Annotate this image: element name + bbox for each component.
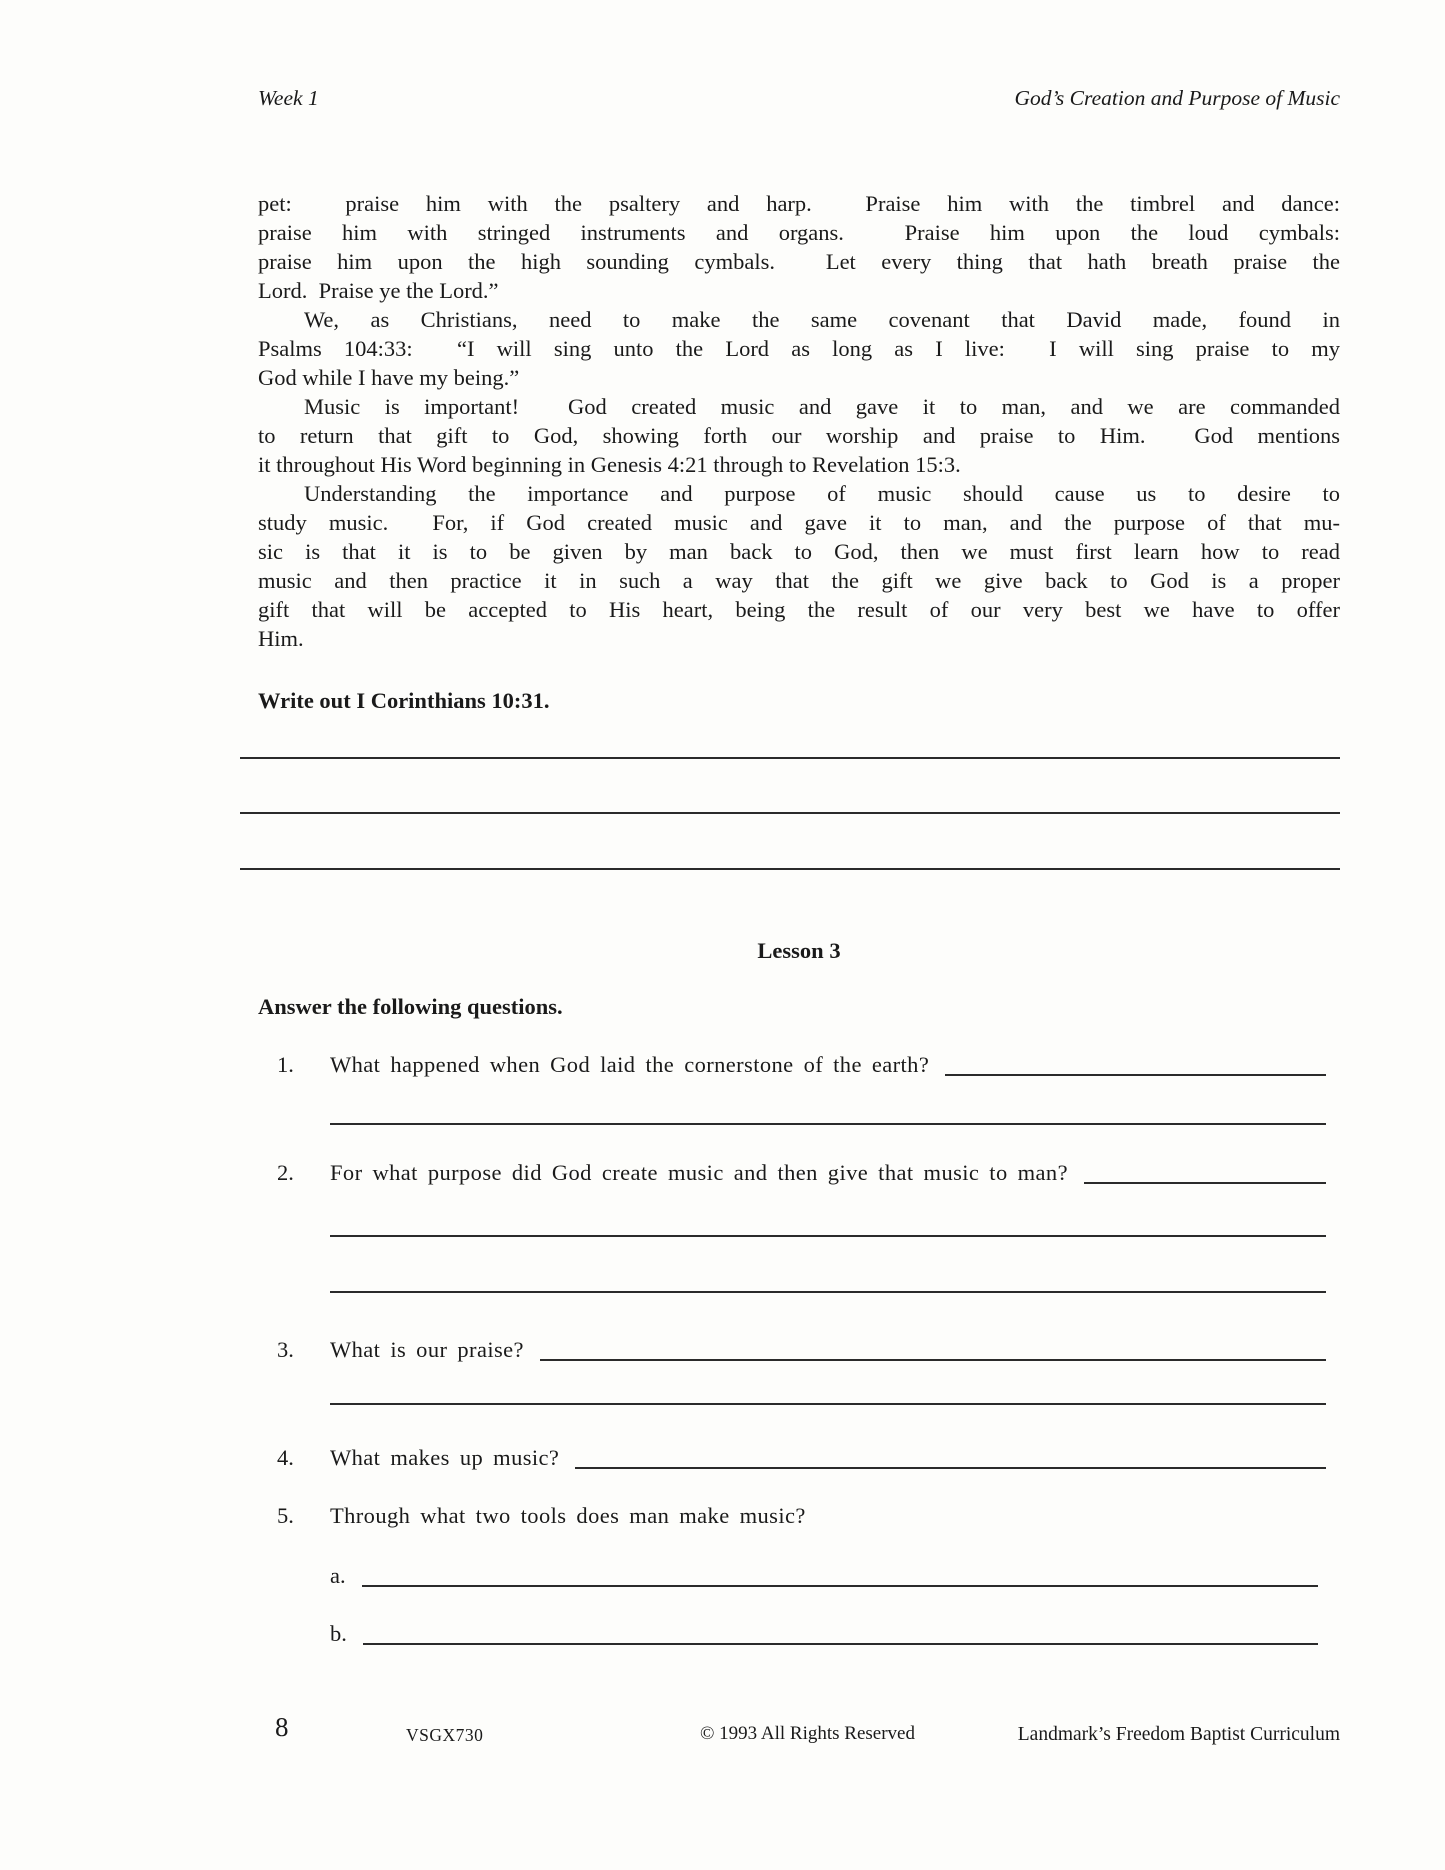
writing-line — [240, 759, 1340, 814]
body-line: sic is that it is to be given by man back to God, then we must first learn how to read — [258, 539, 1340, 564]
question-number: 3. — [277, 1337, 294, 1362]
answer-line — [540, 1335, 1326, 1361]
lesson-title: Lesson 3 — [757, 938, 841, 963]
sub-answer-row — [258, 1619, 1340, 1648]
writing-line — [240, 814, 1340, 870]
body-line: it throughout His Word beginning in Genesis 4:21 through to Revelation 15:3. — [258, 452, 961, 477]
answer-line — [330, 1403, 1326, 1405]
body-line: to return that gift to God, showing forth our worship and praise to Him. God mentions — [258, 423, 1340, 448]
body-line: We, as Christians, need to make the same covenant that David made, found in — [304, 307, 1340, 332]
body-line: Music is important! God created music and gave it to man, and we are commanded — [304, 394, 1340, 419]
curriculum-code: VSGX730 — [406, 1725, 484, 1745]
page-content — [258, 0, 1340, 1648]
body-line: gift that will be accepted to His heart, being the result of our very best we have to offer — [258, 597, 1340, 622]
answer-line — [330, 1235, 1326, 1237]
questions — [258, 1050, 1340, 1648]
paragraph — [258, 479, 1340, 653]
question-row — [258, 1158, 1340, 1187]
question-text: Through what two tools does man make music? — [330, 1503, 806, 1528]
copyright-text: © 1993 All Rights Reserved — [700, 1723, 915, 1744]
paragraph — [258, 305, 1340, 392]
body-line: God while I have my being.” — [258, 365, 520, 390]
question-row — [258, 1050, 1340, 1079]
answer-line — [363, 1619, 1318, 1645]
answer-line — [330, 1291, 1326, 1293]
body-line: praise him upon the high sounding cymbals. Let every thing that hath breath praise the — [258, 249, 1340, 274]
question-number: 5. — [277, 1503, 294, 1528]
publisher-name: Landmark’s Freedom Baptist Curriculum — [1017, 1724, 1340, 1745]
body-line: Him. — [258, 626, 304, 651]
question-number: 4. — [277, 1445, 294, 1470]
header-week-label: Week 1 — [258, 86, 319, 110]
question-number: 2. — [277, 1160, 294, 1185]
answer-line — [330, 1123, 1326, 1125]
sub-answer-row — [258, 1561, 1340, 1590]
answer-line — [945, 1050, 1326, 1076]
question-text: For what purpose did God create music and then give that music to man? — [330, 1160, 1068, 1185]
paragraph — [258, 392, 1340, 479]
question-text: What makes up music? — [330, 1445, 560, 1470]
answer-line — [575, 1443, 1326, 1469]
page-footer — [258, 1712, 1340, 1782]
body-line: study music. For, if God created music and gave it to man, and the purpose of that mu- — [258, 510, 1340, 535]
body-line: music and then practice it in such a way that the gift we give back to God is a proper — [258, 568, 1340, 593]
body-line: Lord. Praise ye the Lord.” — [258, 278, 499, 303]
paragraph — [258, 189, 1340, 305]
sub-item-label: b. — [330, 1621, 347, 1646]
write-out-heading: Write out I Corinthians 10:31. — [258, 688, 550, 713]
header-title-label: God’s Creation and Purpose of Music — [1014, 86, 1340, 110]
question-text: What happened when God laid the cornerstone of the earth? — [330, 1052, 930, 1077]
sub-item-label: a. — [330, 1563, 346, 1588]
instruction-heading: Answer the following questions. — [258, 994, 563, 1019]
question-text: What is our praise? — [330, 1337, 524, 1362]
question-row — [258, 1335, 1340, 1364]
question-row — [258, 1443, 1340, 1472]
body-line: Understanding the importance and purpose of music should cause us to desire to — [304, 481, 1340, 506]
write-out-blank-lines — [240, 715, 1340, 870]
body-line: praise him with stringed instruments and organs. Praise him upon the loud cymbals: — [258, 220, 1340, 245]
writing-line — [240, 715, 1340, 759]
question-number: 1. — [277, 1052, 294, 1077]
answer-line — [1084, 1158, 1326, 1184]
body-line: Psalms 104:33: “I will sing unto the Lord as long as I live: I will sing praise to my — [258, 336, 1340, 361]
answer-line — [362, 1561, 1318, 1587]
body-text — [258, 189, 1340, 653]
question-row — [258, 1501, 1340, 1530]
page-number: 8 — [275, 1712, 289, 1742]
body-line: pet: praise him with the psaltery and harp. Praise him with the timbrel and dance: — [258, 191, 1340, 216]
page-header — [258, 85, 1340, 112]
